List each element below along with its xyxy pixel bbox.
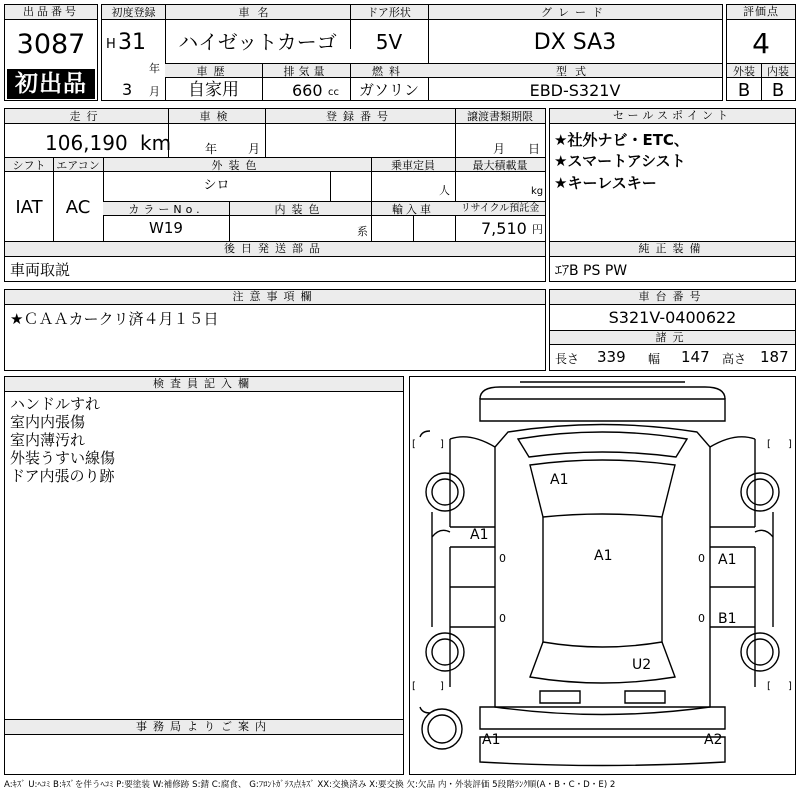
chassis-label: 車台番号 bbox=[550, 290, 795, 305]
inspection-label: 車検 bbox=[199, 110, 234, 123]
interior-grade: B bbox=[771, 80, 785, 101]
zero-mark-right-rear: 0 bbox=[698, 612, 705, 625]
max-load-label: 最大積載量 bbox=[472, 159, 528, 172]
transfer-month-unit: 月 bbox=[493, 142, 506, 156]
capacity-label: 乗車定員 bbox=[391, 159, 435, 172]
score: 4 bbox=[752, 27, 770, 60]
inspection-year-unit: 年 bbox=[205, 142, 218, 156]
office-notice-box bbox=[4, 719, 404, 775]
history-label: 車歴 bbox=[196, 65, 231, 78]
width-label: 幅 bbox=[648, 352, 661, 366]
diagram-bracket-left-2: ] bbox=[440, 439, 444, 450]
reg-number-label: 登録番号 bbox=[326, 110, 394, 123]
genuine-equipment-label: 純正装備 bbox=[550, 242, 795, 257]
history: 自家用 bbox=[188, 80, 239, 100]
damage-mark-right-front-door: A1 bbox=[718, 552, 737, 568]
transfer-docs-label: 譲渡書類期限 bbox=[467, 110, 533, 123]
year-unit: 年 bbox=[149, 62, 160, 75]
notes-box bbox=[4, 289, 546, 371]
mileage-unit: km bbox=[140, 131, 172, 155]
reg-month: 3 bbox=[122, 80, 133, 99]
damage-mark-roof: A1 bbox=[550, 472, 569, 488]
month-unit: 月 bbox=[149, 85, 160, 98]
color-no-label: カラーNo. bbox=[128, 203, 204, 216]
interior-label: 内装 bbox=[767, 65, 789, 78]
office-notice-label: 事務局よりご案内 bbox=[5, 720, 403, 735]
lot-number-box bbox=[4, 4, 98, 101]
inspector-line-2: 室内内張傷 bbox=[10, 413, 86, 431]
dims-label: 諸元 bbox=[550, 331, 795, 345]
fuel: ガソリン bbox=[358, 81, 419, 99]
chassis-box bbox=[549, 289, 796, 371]
diagram-bracket-left-1: [ bbox=[412, 439, 416, 450]
era: H bbox=[106, 37, 116, 52]
exterior-grade: B bbox=[737, 80, 751, 101]
vehicle-detail-box bbox=[4, 108, 546, 242]
notes-label: 注意事項欄 bbox=[5, 290, 545, 305]
diagram-bracket-right-2: ] bbox=[788, 439, 792, 450]
first-reg-label: 初度登録 bbox=[111, 6, 156, 19]
length-label: 長さ bbox=[555, 352, 580, 366]
lot-number-label: 出品番号 bbox=[5, 5, 97, 20]
model-label: 型式 bbox=[556, 65, 594, 78]
zero-mark-right-front: 0 bbox=[698, 552, 705, 565]
door-type: 5V bbox=[375, 30, 403, 54]
inspector-line-3: 室内薄汚れ bbox=[10, 431, 86, 449]
damage-mark-center: A1 bbox=[594, 548, 613, 564]
score-label: 評価点 bbox=[727, 5, 795, 20]
inspector-label: 検査員記入欄 bbox=[5, 377, 403, 392]
diagram-bracket-right-1: [ bbox=[767, 439, 771, 450]
chassis-number: S321V-0400622 bbox=[608, 308, 737, 327]
sales-points-box bbox=[549, 108, 796, 242]
car-name: ハイゼットカーゴ bbox=[178, 30, 337, 54]
recycle-unit: 円 bbox=[532, 223, 543, 236]
shift: IAT bbox=[15, 197, 43, 218]
sales-point-3: ★キーレスキー bbox=[554, 174, 657, 192]
capacity-unit: 人 bbox=[439, 184, 450, 197]
inspector-line-5: ドア内張のり跡 bbox=[10, 467, 115, 485]
int-color-label: 内装色 bbox=[274, 203, 326, 216]
inspector-line-4: 外装うすい線傷 bbox=[10, 449, 116, 467]
door-label: ドア形状 bbox=[367, 6, 411, 19]
car-diagram-box bbox=[409, 376, 796, 775]
notes-value: ★ＣＡＡカークリ済４月１５日 bbox=[10, 310, 219, 328]
car-diagram bbox=[410, 377, 795, 774]
damage-mark-rear-left: A1 bbox=[482, 732, 501, 748]
shift-label: シフト bbox=[12, 159, 46, 172]
grade: DX SA3 bbox=[533, 30, 617, 55]
top-info-box bbox=[101, 4, 723, 101]
displacement: 660 bbox=[292, 81, 323, 100]
height: 187 bbox=[760, 348, 789, 366]
max-load-unit: kg bbox=[531, 186, 544, 197]
zero-mark-left-rear: 0 bbox=[499, 612, 506, 625]
ext-color: シロ bbox=[203, 178, 230, 193]
fuel-label: 燃料 bbox=[372, 65, 406, 78]
exterior-label: 外装 bbox=[733, 65, 755, 78]
ac: AC bbox=[65, 197, 91, 218]
length: 339 bbox=[597, 348, 626, 366]
damage-legend: A:ｷｽﾞ U:ﾍｺﾐ B:ｷｽﾞを伴うﾍｺﾐ P:要塗装 W:補修跡 S:錆 C:腐食、 G:ﾌﾛﾝﾄｶﾞﾗｽ点ｷｽﾞ XX:交換済み X:要交換 欠:欠品 内・外装評価 5段階ﾗﾝｸ順(A・B・C・D・E) 2 bbox=[4, 780, 616, 790]
sales-points-label: セールスポイント bbox=[550, 109, 795, 124]
genuine-equipment-value: ｴｱB PS PW bbox=[555, 263, 628, 279]
displacement-unit: cc bbox=[328, 87, 339, 98]
genuine-equipment-box bbox=[549, 241, 796, 282]
inspector-box bbox=[4, 376, 404, 720]
grade-label: グレード bbox=[541, 6, 609, 19]
inspector-line-1: ハンドルすれ bbox=[10, 395, 101, 413]
lot-number: 3087 bbox=[16, 29, 86, 60]
mileage: 106,190 bbox=[45, 131, 128, 155]
model: EBD-S321V bbox=[529, 81, 621, 100]
color-no: W19 bbox=[149, 219, 183, 237]
damage-mark-rear-right: A2 bbox=[704, 732, 723, 748]
width: 147 bbox=[681, 348, 710, 366]
height-label: 高さ bbox=[722, 352, 747, 366]
damage-mark-left-front-door: A1 bbox=[470, 527, 489, 543]
damage-mark-right-rear-door: B1 bbox=[718, 611, 737, 627]
mileage-label: 走行 bbox=[69, 110, 104, 123]
recycle-fee: 7,510 bbox=[481, 219, 527, 238]
ac-label: エアコン bbox=[56, 159, 100, 172]
zero-mark-left-front: 0 bbox=[499, 552, 506, 565]
score-box bbox=[726, 4, 796, 101]
transfer-day-unit: 日 bbox=[528, 142, 541, 156]
first-listing-badge: 初出品 bbox=[7, 69, 95, 99]
sales-point-2: ★スマートアシスト bbox=[554, 152, 686, 170]
ext-color-label: 外装色 bbox=[211, 159, 263, 172]
diagram-bracket-left-4: ] bbox=[440, 681, 444, 692]
sales-point-1: ★社外ナビ・ETC、 bbox=[554, 131, 689, 149]
diagram-bracket-left-3: [ bbox=[412, 681, 416, 692]
damage-mark-lower-center: U2 bbox=[632, 657, 652, 673]
import-label: 輸入車 bbox=[392, 203, 434, 216]
later-parts-value: 車両取説 bbox=[10, 261, 71, 279]
reg-year: 31 bbox=[118, 30, 146, 55]
recycle-label: リサイクル預託金 bbox=[460, 203, 540, 214]
inspection-month-unit: 月 bbox=[248, 142, 261, 156]
later-parts-label: 後日発送部品 bbox=[5, 242, 545, 257]
int-color-unit: 系 bbox=[357, 225, 368, 238]
later-parts-box bbox=[4, 241, 546, 282]
displacement-label: 排気量 bbox=[283, 65, 329, 78]
diagram-bracket-right-4: ] bbox=[788, 681, 792, 692]
diagram-bracket-right-3: [ bbox=[767, 681, 771, 692]
car-name-label: 車名 bbox=[238, 6, 277, 19]
